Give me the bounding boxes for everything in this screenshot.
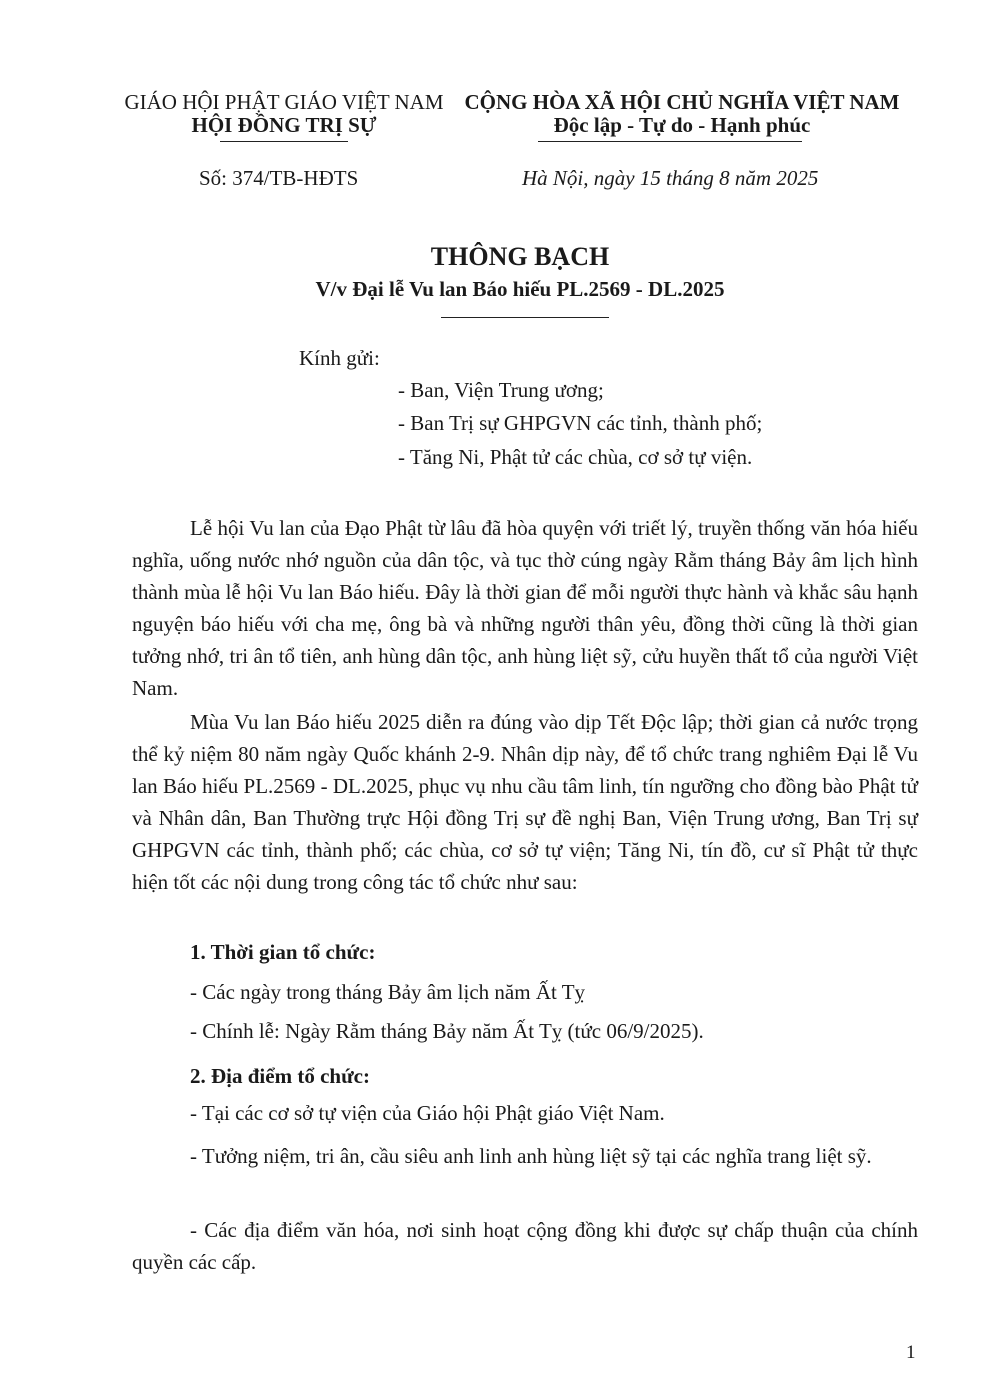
recipients-label: Kính gửi:: [299, 346, 380, 370]
org-underline: [220, 141, 348, 142]
recipient-item: - Tăng Ni, Phật tử các chùa, cơ sở tự viện.: [398, 445, 753, 469]
section-item: - Tại các cơ sở tự viện của Giáo hội Phật giáo Việt Nam.: [190, 1101, 665, 1125]
org-name: GIÁO HỘI PHẬT GIÁO VIỆT NAM: [124, 90, 444, 114]
place-date: Hà Nội, ngày 15 tháng 8 năm 2025: [522, 166, 819, 190]
section-item: - Các ngày trong tháng Bảy âm lịch năm Ất Tỵ: [190, 980, 586, 1004]
country-name: CỘNG HÒA XÃ HỘI CHỦ NGHĨA VIỆT NAM: [464, 90, 900, 114]
section-heading-time: 1. Thời gian tổ chức:: [190, 940, 376, 964]
page-number: 1: [906, 1342, 916, 1363]
recipient-item: - Ban Trị sự GHPGVN các tỉnh, thành phố;: [398, 411, 763, 435]
document-number: Số: 374/TB-HĐTS: [199, 166, 359, 190]
section-heading-location: 2. Địa điểm tổ chức:: [190, 1064, 370, 1088]
body-paragraph: Lễ hội Vu lan của Đạo Phật từ lâu đã hòa quyện với triết lý, truyền thống văn hóa hiếu nghĩa, uống nước nhớ nguồn của dân tộc, và tục thờ cúng ngày Rằm tháng Bảy âm lịch hình thành mùa lễ hội Vu lan Báo hiếu. Đây là thời gian để mỗi người thực hành và khắc sâu hạnh nguyện báo hiếu với cha mẹ, ông bà và những người thân yêu, đồng thời cũng là thời gian tưởng nhớ, tri ân tổ tiên, anh hùng dân tộc, anh hùng liệt sỹ, cửu huyền thất tổ của người Việt Nam.: [132, 516, 918, 700]
title-underline: [441, 317, 609, 318]
section-item: - Các địa điểm văn hóa, nơi sinh hoạt cộng đồng khi được sự chấp thuận của chính quyền các cấp.: [132, 1218, 918, 1274]
national-motto: Độc lập - Tự do - Hạnh phúc: [553, 113, 811, 137]
org-council: HỘI ĐỒNG TRỊ SỰ: [191, 113, 377, 137]
motto-underline: [538, 141, 802, 142]
body-paragraph: Mùa Vu lan Báo hiếu 2025 diễn ra đúng vào dịp Tết Độc lập; thời gian cả nước trọng thể kỷ niệm 80 năm ngày Quốc khánh 2-9. Nhân dịp này, để tổ chức trang nghiêm Đại lễ Vu lan Báo hiếu PL.2569 - DL.2025, phục vụ nhu cầu tâm linh, tín ngưỡng cho đồng bào Phật tử và Nhân dân, Ban Thường trực Hội đồng Trị sự đề nghị Ban, Viện Trung ương, Ban Trị sự GHPGVN các tỉnh, thành phố; các chùa, cơ sở tự viện; Tăng Ni, tín đồ, cư sĩ Phật tử thực hiện tốt các nội dung trong công tác tổ chức như sau:: [132, 710, 918, 894]
document-subject: V/v Đại lễ Vu lan Báo hiếu PL.2569 - DL.2025: [315, 277, 725, 301]
section-item: - Tưởng niệm, tri ân, cầu siêu anh linh anh hùng liệt sỹ tại các nghĩa trang liệt sỹ.: [190, 1144, 872, 1168]
document-title: THÔNG BẠCH: [430, 242, 610, 271]
section-item: - Chính lễ: Ngày Rằm tháng Bảy năm Ất Tỵ (tức 06/9/2025).: [190, 1019, 704, 1043]
recipient-item: - Ban, Viện Trung ương;: [398, 378, 604, 402]
